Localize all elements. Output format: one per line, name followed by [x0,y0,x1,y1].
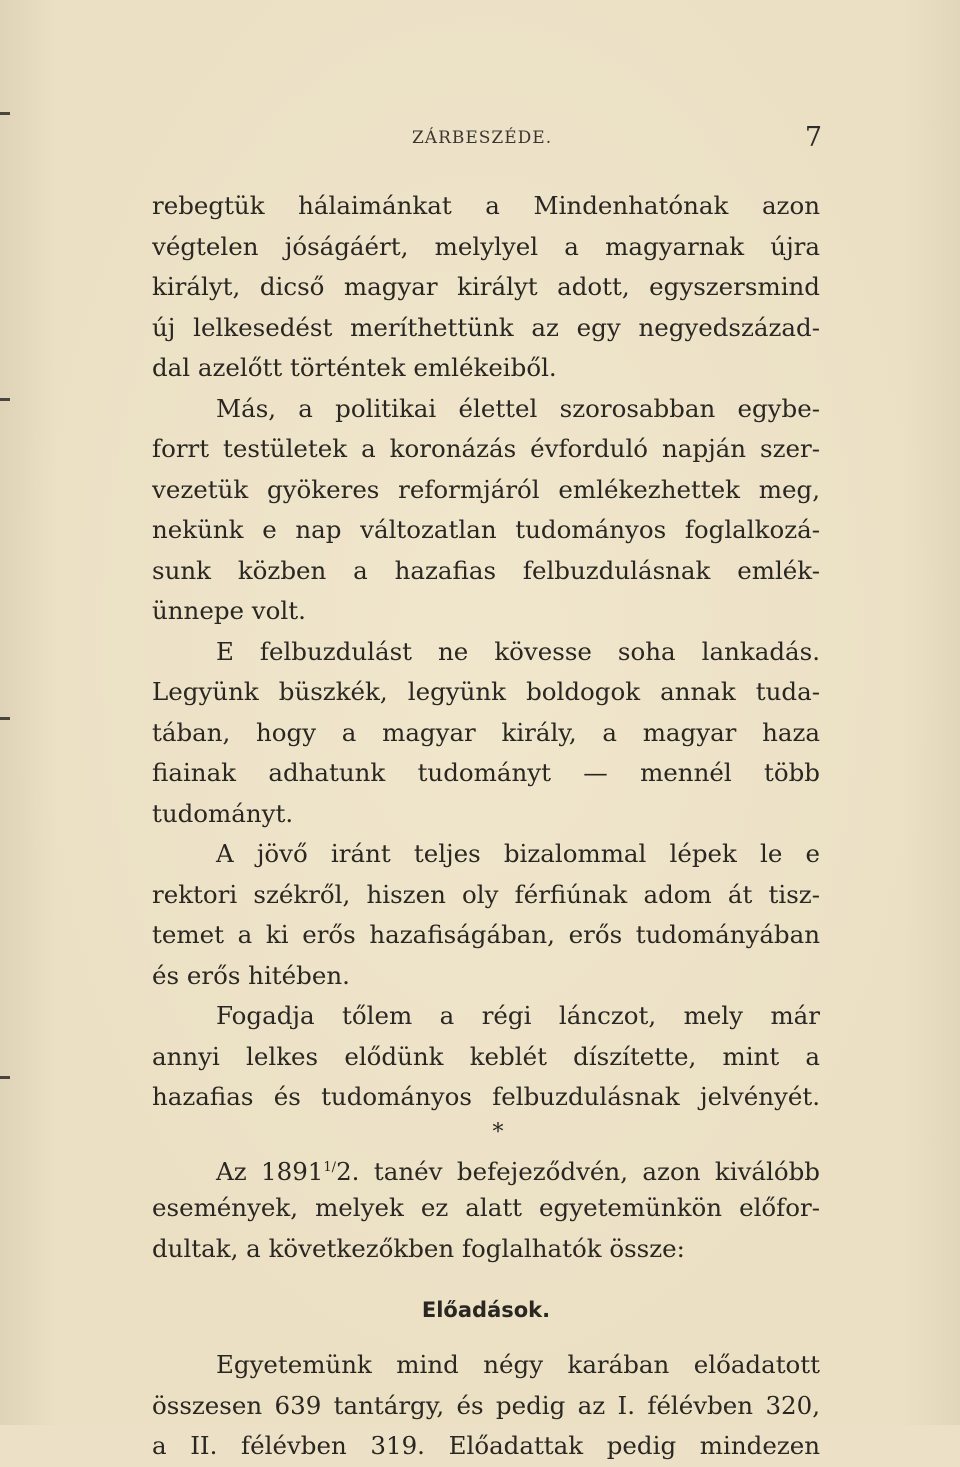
text-line: temet a ki erős hazafiságában, erős tudományában [152,920,820,949]
margin-mark [0,1076,10,1079]
text-fragment: 2. tanév befejeződvén, azon kiválóbb [336,1156,820,1186]
text-line: a II. félévben 319. Előadattak pedig mindezen [152,1431,820,1460]
text-line: vezetük gyökeres reformjáról emlékezhettek meg, [152,474,820,504]
text-line: és erős hitében. [152,960,350,990]
text-line: hazafias és tudományos felbuzdulásnak jelvényét. [152,1082,820,1111]
text-line: rebegtük hálaimánkat a Mindenhatónak azon [152,191,820,220]
margin-mark [0,112,10,115]
text-line: összesen 639 tantárgy, és pedig az I. félévben 320, [152,1390,820,1420]
text-line: sunk közben a hazafias felbuzdulásnak emlék- [152,555,820,585]
text-line: fiainak adhatunk tudományt — mennél több [152,758,820,787]
text-line: Más, a politikai élettel szorosabban egybe- [216,393,820,423]
text-line: Egyetemünk mind négy karában előadatott [216,1350,820,1379]
text-line: királyt, dicső magyar királyt adott, egyszersmind [152,272,820,301]
text-line: Fogadja tőlem a régi lánczot, mely már [216,1001,820,1030]
text-line: forrt testületek a koronázás évforduló napján szer- [152,434,820,463]
running-head [150,122,822,168]
text-line [152,1148,820,1189]
text-line: tudományt. [152,798,294,828]
section-heading: Előadások. [421,1298,551,1322]
text-fragment: Az 1891 [216,1156,324,1186]
text-line: tában, hogy a magyar király, a magyar haza [152,717,820,747]
text-line: annyi lelkes elődünk keblét díszítette, mint a [152,1041,820,1071]
text-line: új lelkesedést meríthettünk az egy negyedszázad- [152,312,820,342]
running-title: ZÁRBESZÉDE. [412,128,553,148]
text-line: események, melyek ez alatt egyetemünkön előfor- [152,1193,820,1222]
text-line: Legyünk büszkék, legyünk boldogok annak tuda- [152,677,820,706]
text-line: rektori székről, hiszen oly férfiúnak adom át tisz- [152,879,820,909]
text-line: ünnepe volt. [152,596,306,625]
text-line: nekünk e nap változatlan tudományos foglalkozá- [152,515,820,544]
fraction-superscript: 1/ [323,1159,337,1175]
text-line: végtelen jóságáért, melylyel a magyarnak újra [152,231,820,261]
margin-mark [0,717,10,720]
text-line: A jövő iránt teljes bizalommal lépek le e [216,839,820,868]
body-text [152,186,820,1467]
text-line: E felbuzdulást ne kövesse soha lankadás. [216,636,820,666]
text-line: dultak, a következőkben foglalhatók össze: [152,1233,685,1263]
section-separator: * [492,1119,504,1145]
page-number: 7 [804,122,822,153]
margin-mark [0,398,10,401]
text-line: dal azelőtt történtek emlékeiből. [152,353,557,382]
